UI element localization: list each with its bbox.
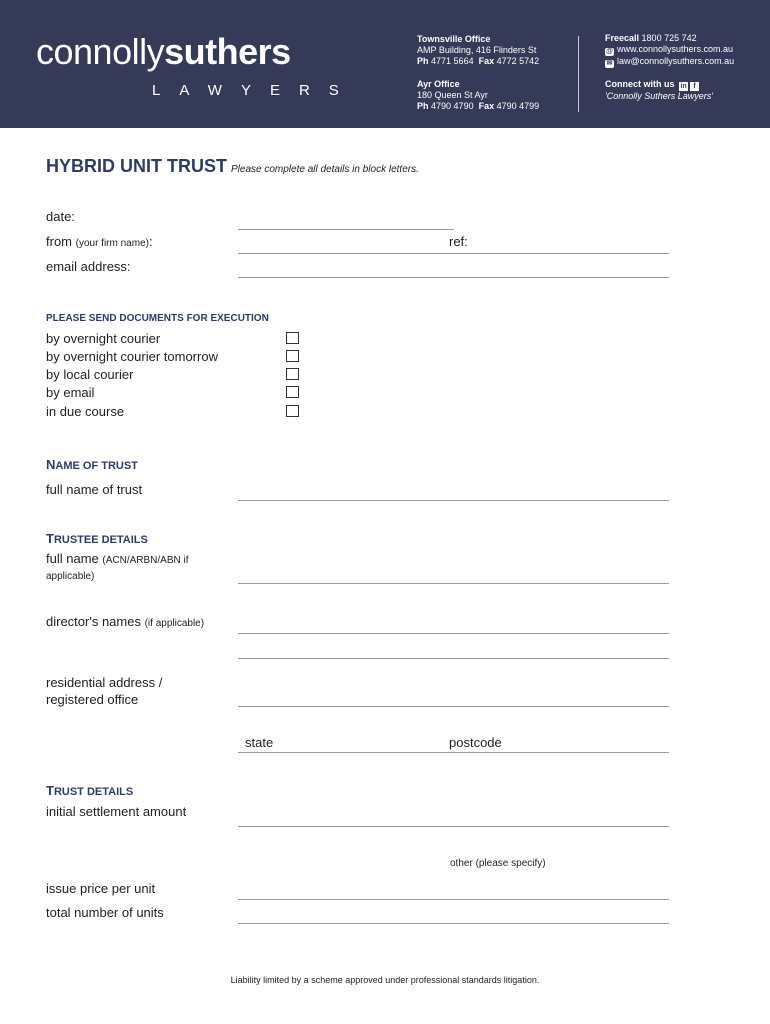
directors-field-1[interactable] [238, 633, 669, 634]
townsville-phone: 4771 5664 [431, 56, 474, 66]
trustee-full-name-note2: applicable) [46, 571, 95, 582]
heading-rest: RUSTEE DETAILS [53, 534, 148, 546]
from-text: from [46, 234, 72, 249]
letterhead-banner [0, 0, 770, 128]
logo-bold: suthers [164, 31, 291, 72]
firm-logo [36, 32, 291, 72]
mail-icon: ✉ [606, 60, 613, 67]
logo-subtitle: LAWYERS [152, 82, 358, 99]
total-units-label: total number of units [46, 905, 164, 920]
trustee-full-name-label [46, 551, 189, 566]
email-label: email address: [46, 259, 131, 274]
send-documents-heading: PLEASE SEND DOCUMENTS FOR EXECUTION [46, 313, 269, 324]
address-label-2: registered office [46, 692, 139, 707]
total-units-field[interactable] [238, 923, 669, 924]
checkbox-overnight-courier[interactable] [286, 332, 299, 344]
other-specify-label: other (please specify) [450, 858, 546, 869]
form-title-main: HYBRID UNIT TRUST [46, 156, 227, 176]
townsville-fax: 4772 5742 [496, 56, 540, 66]
ref-label: ref: [449, 234, 468, 249]
form-title [46, 156, 419, 177]
from-colon: : [148, 234, 153, 249]
checkbox-local-courier[interactable] [286, 368, 299, 380]
ayr-address: 180 Queen St Ayr [417, 90, 488, 100]
option-overnight-courier: by overnight courier [46, 331, 161, 346]
option-due-course: in due course [46, 404, 125, 419]
ayr-phone: 4790 4790 [431, 101, 474, 111]
heading-cap: T [46, 783, 54, 798]
directors-label [46, 614, 204, 629]
logo-light: connolly [36, 31, 165, 72]
ayr-ph-label: Ph [417, 101, 429, 111]
checkbox-overnight-courier-tomorrow[interactable] [286, 350, 299, 362]
ayr-office [417, 79, 539, 112]
from-label [46, 234, 153, 249]
heading-rest: AME OF TRUST [55, 460, 138, 472]
option-overnight-courier-tomorrow: by overnight courier tomorrow [46, 349, 218, 364]
date-field[interactable] [238, 229, 454, 230]
directors-field-2[interactable] [238, 658, 669, 659]
issue-price-label: issue price per unit [46, 881, 156, 896]
postcode-label: postcode [449, 735, 502, 750]
trustee-full-name-field[interactable] [238, 583, 669, 584]
townsville-fax-label: Fax [478, 56, 495, 66]
heading-cap: T [46, 531, 54, 546]
heading-rest: RUST DETAILS [53, 786, 134, 798]
initial-settlement-field[interactable] [238, 826, 669, 827]
freecall-label: Freecall [605, 33, 640, 43]
connect-block [605, 79, 713, 102]
checkbox-email[interactable] [286, 386, 299, 398]
from-note: (your firm name) [75, 238, 149, 249]
directors-note: (if applicable) [144, 618, 205, 629]
trustee-details-heading [46, 531, 148, 546]
email-field[interactable] [238, 277, 669, 278]
townsville-office [417, 34, 539, 67]
directors-text: director's names [46, 614, 141, 629]
trust-name-field[interactable] [238, 500, 669, 501]
townsville-title: Townsville Office [417, 34, 491, 44]
email-link[interactable]: law@connollysuthers.com.au [617, 56, 735, 66]
header-divider [578, 36, 579, 112]
ayr-fax: 4790 4799 [496, 101, 540, 111]
ayr-fax-label: Fax [478, 101, 495, 111]
date-label: date: [46, 209, 75, 224]
townsville-ph-label: Ph [417, 56, 429, 66]
linkedin-icon[interactable]: in [680, 83, 687, 90]
issue-price-field[interactable] [238, 899, 669, 900]
initial-settlement-label: initial settlement amount [46, 804, 187, 819]
option-local-courier: by local courier [46, 367, 134, 382]
name-of-trust-heading [46, 457, 138, 472]
checkbox-due-course[interactable] [286, 405, 299, 417]
option-email: by email [46, 385, 95, 400]
website-link[interactable]: www.connollysuthers.com.au [617, 44, 734, 54]
connect-label: Connect with us [605, 79, 675, 89]
trust-details-heading [46, 783, 133, 798]
address-label-1: residential address / [46, 675, 163, 690]
freecall-number: 1800 725 742 [641, 33, 697, 43]
townsville-address: AMP Building, 416 Flinders St [417, 45, 537, 55]
trustee-full-name-text: full name [46, 551, 99, 566]
trustee-full-name-note: (ACN/ARBN/ABN if [102, 555, 189, 566]
liability-footer: Liability limited by a scheme approved under professional standards litigation. [230, 975, 540, 985]
globe-icon: @ [606, 48, 613, 55]
ayr-title: Ayr Office [417, 79, 460, 89]
heading-cap: N [46, 457, 56, 472]
state-postcode-field[interactable] [238, 752, 669, 753]
contact-block [605, 33, 734, 68]
form-instruction: Please complete all details in block letters. [231, 164, 419, 175]
connect-name: 'Connolly Suthers Lawyers' [605, 91, 713, 101]
state-label: state [245, 735, 274, 750]
address-field[interactable] [238, 706, 669, 707]
facebook-icon[interactable]: f [690, 82, 699, 91]
full-name-of-trust-label: full name of trust [46, 482, 143, 497]
from-field[interactable] [238, 253, 669, 254]
